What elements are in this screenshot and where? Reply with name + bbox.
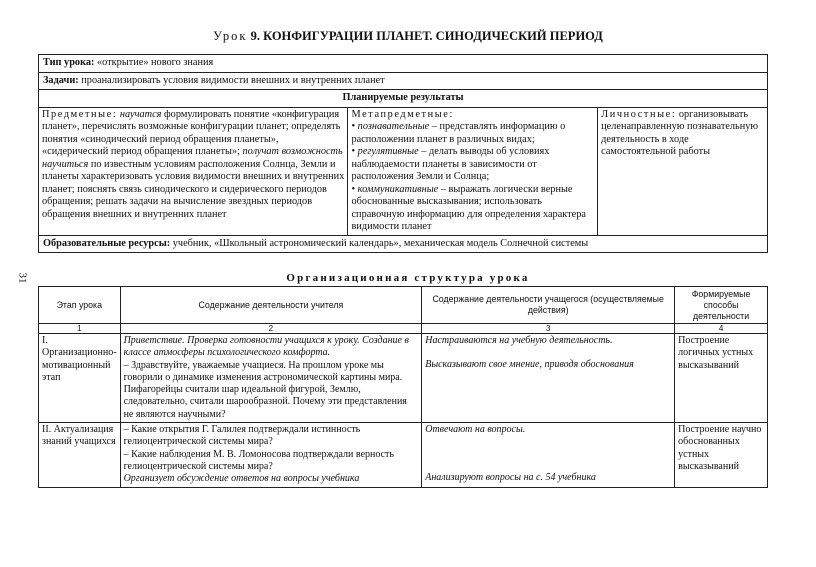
table-row — [39, 423, 768, 487]
header-skills: Формируемые способы деятельности — [675, 287, 768, 324]
header-student: Содержание деятельности учащегося (осуществляемые действия) — [422, 287, 675, 324]
resources-label: Образовательные ресурсы: — [43, 237, 171, 249]
subject-text-1: формулировать понятие «конфигурация планет», перечислять возможные конфигурации планет; определять понятия «синодический период обращения планеты», «сидерический период обращения планеты»; — [42, 108, 341, 157]
meta-cognitive-text: – представлять информацию о расположении планет в различных видах; — [351, 121, 566, 145]
meta-regulatory: • регулятивные – делать выводы об условиях наблюдаемости планеты в зависимости от расположения Земли и Солнца; — [351, 146, 550, 182]
personal-results — [598, 107, 768, 235]
lesson-type-label: Тип урока: — [43, 57, 95, 68]
student-cell — [422, 423, 675, 487]
header-stage: Этап урока — [39, 287, 121, 324]
meta-communicative: • коммуникативные – выражать логически верные обоснованные высказывания; использовать справочную информацию для определения характера видимости планет — [351, 183, 586, 232]
resources-row — [39, 235, 768, 253]
student-text-2: Высказывают свое мнение, приводя обоснования — [425, 359, 634, 371]
skills-cell: Построение научно обоснованных устных высказываний — [675, 423, 768, 487]
lesson-title — [0, 29, 816, 44]
table-row — [39, 334, 768, 423]
page-number: 31 — [16, 272, 29, 284]
col-number-1: 1 — [39, 324, 121, 334]
meta-regulatory-label: регулятивные — [357, 146, 419, 157]
teacher-italic: Приветствие. Проверка готовности учащихся к уроку. Создание в классе атмосферы психологического комфорта. — [123, 335, 409, 359]
stage-cell: I. Организационно-мотивационный этап — [39, 334, 121, 423]
teacher-text-1: – Какие открытия Г. Галилея подтверждали истинность гелиоцентрической системы мира? — [123, 424, 361, 448]
tasks-row — [39, 72, 768, 90]
meta-communicative-label: коммуникативные — [357, 183, 439, 195]
col-number-2: 2 — [120, 324, 422, 334]
planned-results-header: Планируемые результаты — [39, 90, 768, 108]
subject-italic-2: получат возможность научиться — [42, 146, 343, 170]
lesson-table-header-row — [39, 287, 768, 324]
subject-label: Предметные: — [42, 108, 118, 120]
meta-regulatory-text: – делать выводы об условиях наблюдаемости планеты в зависимости от расположения Земли и Солнца; — [351, 146, 550, 182]
skills-cell: Построение логичных устных высказываний — [675, 334, 768, 423]
meta-cognitive-label: познавательные — [357, 121, 430, 132]
lesson-type-value: «открытие» нового знания — [97, 57, 214, 68]
lesson-table-number-row — [39, 324, 768, 334]
structure-title: Организационная структура урока — [286, 272, 530, 284]
tasks-value: проанализировать условия видимости внешних и внутренних планет — [81, 74, 385, 86]
subject-results — [39, 107, 348, 235]
personal-label: Личностные: — [601, 108, 677, 120]
teacher-italic: Организует обсуждение ответов на вопросы учебника — [123, 473, 360, 485]
col-number-3: 3 — [422, 324, 675, 334]
subject-italic-1: научатся — [119, 108, 162, 120]
meta-cognitive: • познавательные – представлять информацию о расположении планет в различных видах; — [351, 121, 566, 145]
planned-results-row — [39, 107, 768, 235]
teacher-cell — [120, 423, 422, 487]
col-number-4: 4 — [675, 324, 768, 334]
meta-communicative-text: – выражать логически верные обоснованные высказывания; использовать справочную информацию для определения характера видимости планет — [351, 183, 586, 232]
teacher-text: – Здравствуйте, уважаемые учащиеся. На прошлом уроке мы говорили о динамике изменения астрономической картины мира. Пифагорейцы считали шар идеальной фигурой, Землю, следовательно, считали шарообразной. Почему эти представления не являются научными? — [123, 359, 407, 420]
header-teacher: Содержание деятельности учителя — [120, 287, 422, 324]
lesson-title-prefix: Урок — [213, 29, 248, 43]
tasks-label: Задачи: — [43, 74, 79, 86]
lesson-title-text: 9. КОНФИГУРАЦИИ ПЛАНЕТ. СИНОДИЧЕСКИЙ ПЕРИОД — [250, 29, 603, 43]
teacher-text-2: – Какие наблюдения М. В. Ломоносова подтверждали верность гелиоцентрической системы мира? — [123, 448, 394, 472]
personal-text: организовывать целенаправленную познавательную деятельность в ходе самостоятельной работы — [601, 108, 759, 157]
lesson-type-row — [39, 55, 768, 73]
student-text-1: Отвечают на вопросы. — [425, 424, 526, 436]
planned-results-header-row — [39, 90, 768, 108]
student-text-2: Анализируют вопросы на с. 54 учебника — [425, 472, 596, 484]
meta-label: Метапредметные: — [351, 108, 454, 120]
subject-text-2: по известным условиям расположения Солнца, Земли и планеты характеризовать условия видимости внешних и внутренних планет; пояснять связь синодического и сидерического периодов обращения; решать задачи на вычисление звездных периодов обращения внешних и внутренних планет — [42, 158, 345, 220]
lesson-info-table — [38, 54, 768, 253]
teacher-cell — [120, 334, 422, 423]
student-text-1: Настраиваются на учебную деятельность. — [425, 335, 613, 346]
meta-results — [348, 107, 598, 235]
lesson-structure-table — [38, 286, 768, 488]
stage-cell: II. Актуализация знаний учащихся — [39, 423, 121, 487]
student-cell — [422, 334, 675, 423]
resources-value: учебник, «Школьный астрономический календарь», механическая модель Солнечной системы — [172, 237, 589, 249]
